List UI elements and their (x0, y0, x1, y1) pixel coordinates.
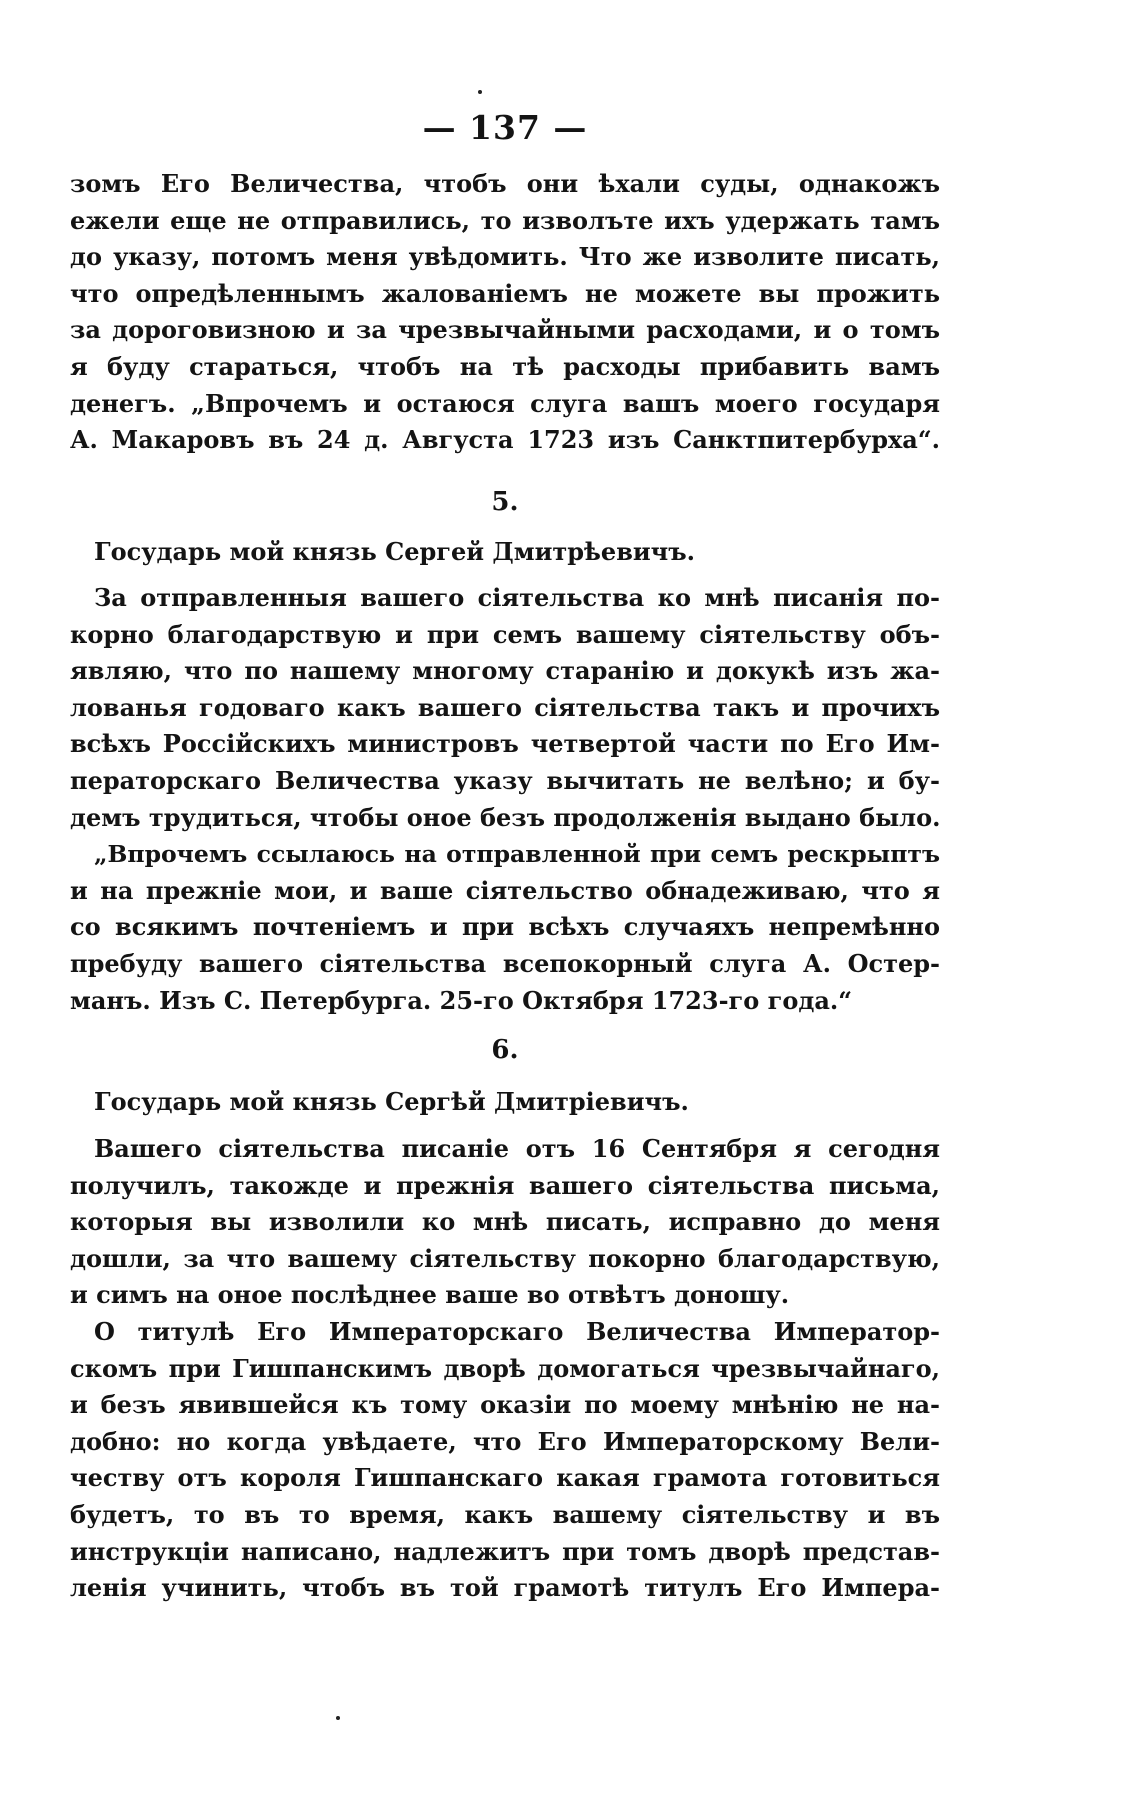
text-line: Вашего сіятельства писаніе отъ 16 Сентября я сегодня (94, 1134, 940, 1163)
text-line: и на прежніе мои, и ваше сіятельство обнадеживаю, что я (70, 875, 940, 905)
letter-continuation (70, 166, 940, 459)
text-line: являю, что по нашему многому старанію и докукѣ изъ жа- (70, 656, 940, 686)
text-line: скомъ при Гишпанскимъ дворѣ домогаться чрезвычайнаго, (70, 1353, 940, 1383)
text-line: денегъ. „Впрочемъ и остаюся слуга вашъ моего государя (70, 388, 940, 418)
text-line: зомъ Его Величества, чтобъ они ѣхали суды, однакожъ (70, 169, 940, 198)
scan-speck (478, 90, 482, 94)
text-line: честву отъ короля Гишпанскаго какая грамота готовиться (70, 1463, 940, 1493)
text-line: до указу, потомъ меня увѣдомить. Что же изволите писать, (70, 242, 940, 272)
text-line: манъ. Изъ С. Петербурга. 25-го Октября 1723-го года.“ (70, 985, 853, 1015)
text-line: пребуду вашего сіятельства всепокорный слуга А. Остер- (70, 948, 940, 978)
letter-6-body (70, 1131, 940, 1607)
text-line: ежели еще не отправились, то изволъте ихъ удержать тамъ (70, 205, 940, 235)
text-line: со всякимъ почтеніемъ и при всѣхъ случаяхъ непремѣнно (70, 912, 940, 942)
letter-5-salutation: Государь мой князь Сергей Дмитрѣевичъ. (94, 537, 696, 566)
text-line: добно: но когда увѣдаете, что Его Императорскому Вели- (70, 1426, 940, 1456)
text-line: всѣхъ Россійскихъ министровъ четвертой части по Его Им- (70, 729, 940, 759)
letter-6-number: 6. (491, 1035, 519, 1065)
text-line: за дороговизною и за чрезвычайными расходами, и о томъ (70, 315, 940, 345)
letter-5-body (70, 580, 940, 1019)
text-line: А. Макаровъ въ 24 д. Августа 1723 изъ Санктпитербурха“. (70, 425, 940, 455)
page-number: — 137 — (422, 108, 588, 147)
text-line: я буду стараться, чтобъ на тѣ расходы прибавить вамъ (70, 351, 940, 381)
text-line: ператорскаго Величества указу вычитать не велѣно; и бу- (70, 765, 940, 795)
text-line: дошли, за что вашему сіятельству покорно благодарствую, (70, 1243, 940, 1273)
letter-6-salutation: Государь мой князь Сергѣй Дмитріевичъ. (94, 1087, 689, 1116)
text-line: инструкціи написано, надлежитъ при томъ дворѣ представ- (70, 1536, 940, 1566)
text-line: получилъ, такожде и прежнія вашего сіятельства письма, (70, 1170, 940, 1200)
text-line: и симъ на оное послѣднее ваше во отвѣтъ доношу. (70, 1280, 790, 1310)
text-line: будетъ, то въ то время, какъ вашему сіятельству и въ (70, 1499, 940, 1529)
text-line: „Впрочемъ ссылаюсь на отправленной при семъ рескрыптъ (94, 840, 940, 869)
text-line: которыя вы изволили ко мнѣ писать, исправно до меня (70, 1207, 940, 1237)
text-line: что опредѣленнымъ жалованіемъ не можете вы прожить (70, 278, 940, 308)
text-line: За отправленныя вашего сіятельства ко мнѣ писанія по- (94, 583, 940, 612)
text-line: и безъ явившейся къ тому оказіи по моему мнѣнію не на- (70, 1390, 940, 1420)
text-line: лованья годоваго какъ вашего сіятельства такъ и прочихъ (70, 692, 940, 722)
scan-speck (336, 1716, 340, 1720)
text-line: демъ трудиться, чтобы оное безъ продолженія выдано было. (70, 802, 941, 832)
letter-5-number: 5. (491, 487, 519, 517)
text-line: ленія учинить, чтобъ въ той грамотѣ титулъ Его Импера- (70, 1573, 940, 1603)
text-line: корно благодарствую и при семъ вашему сіятельству объ- (70, 619, 940, 649)
text-line: О титулѣ Его Императорскаго Величества Император- (94, 1316, 940, 1346)
